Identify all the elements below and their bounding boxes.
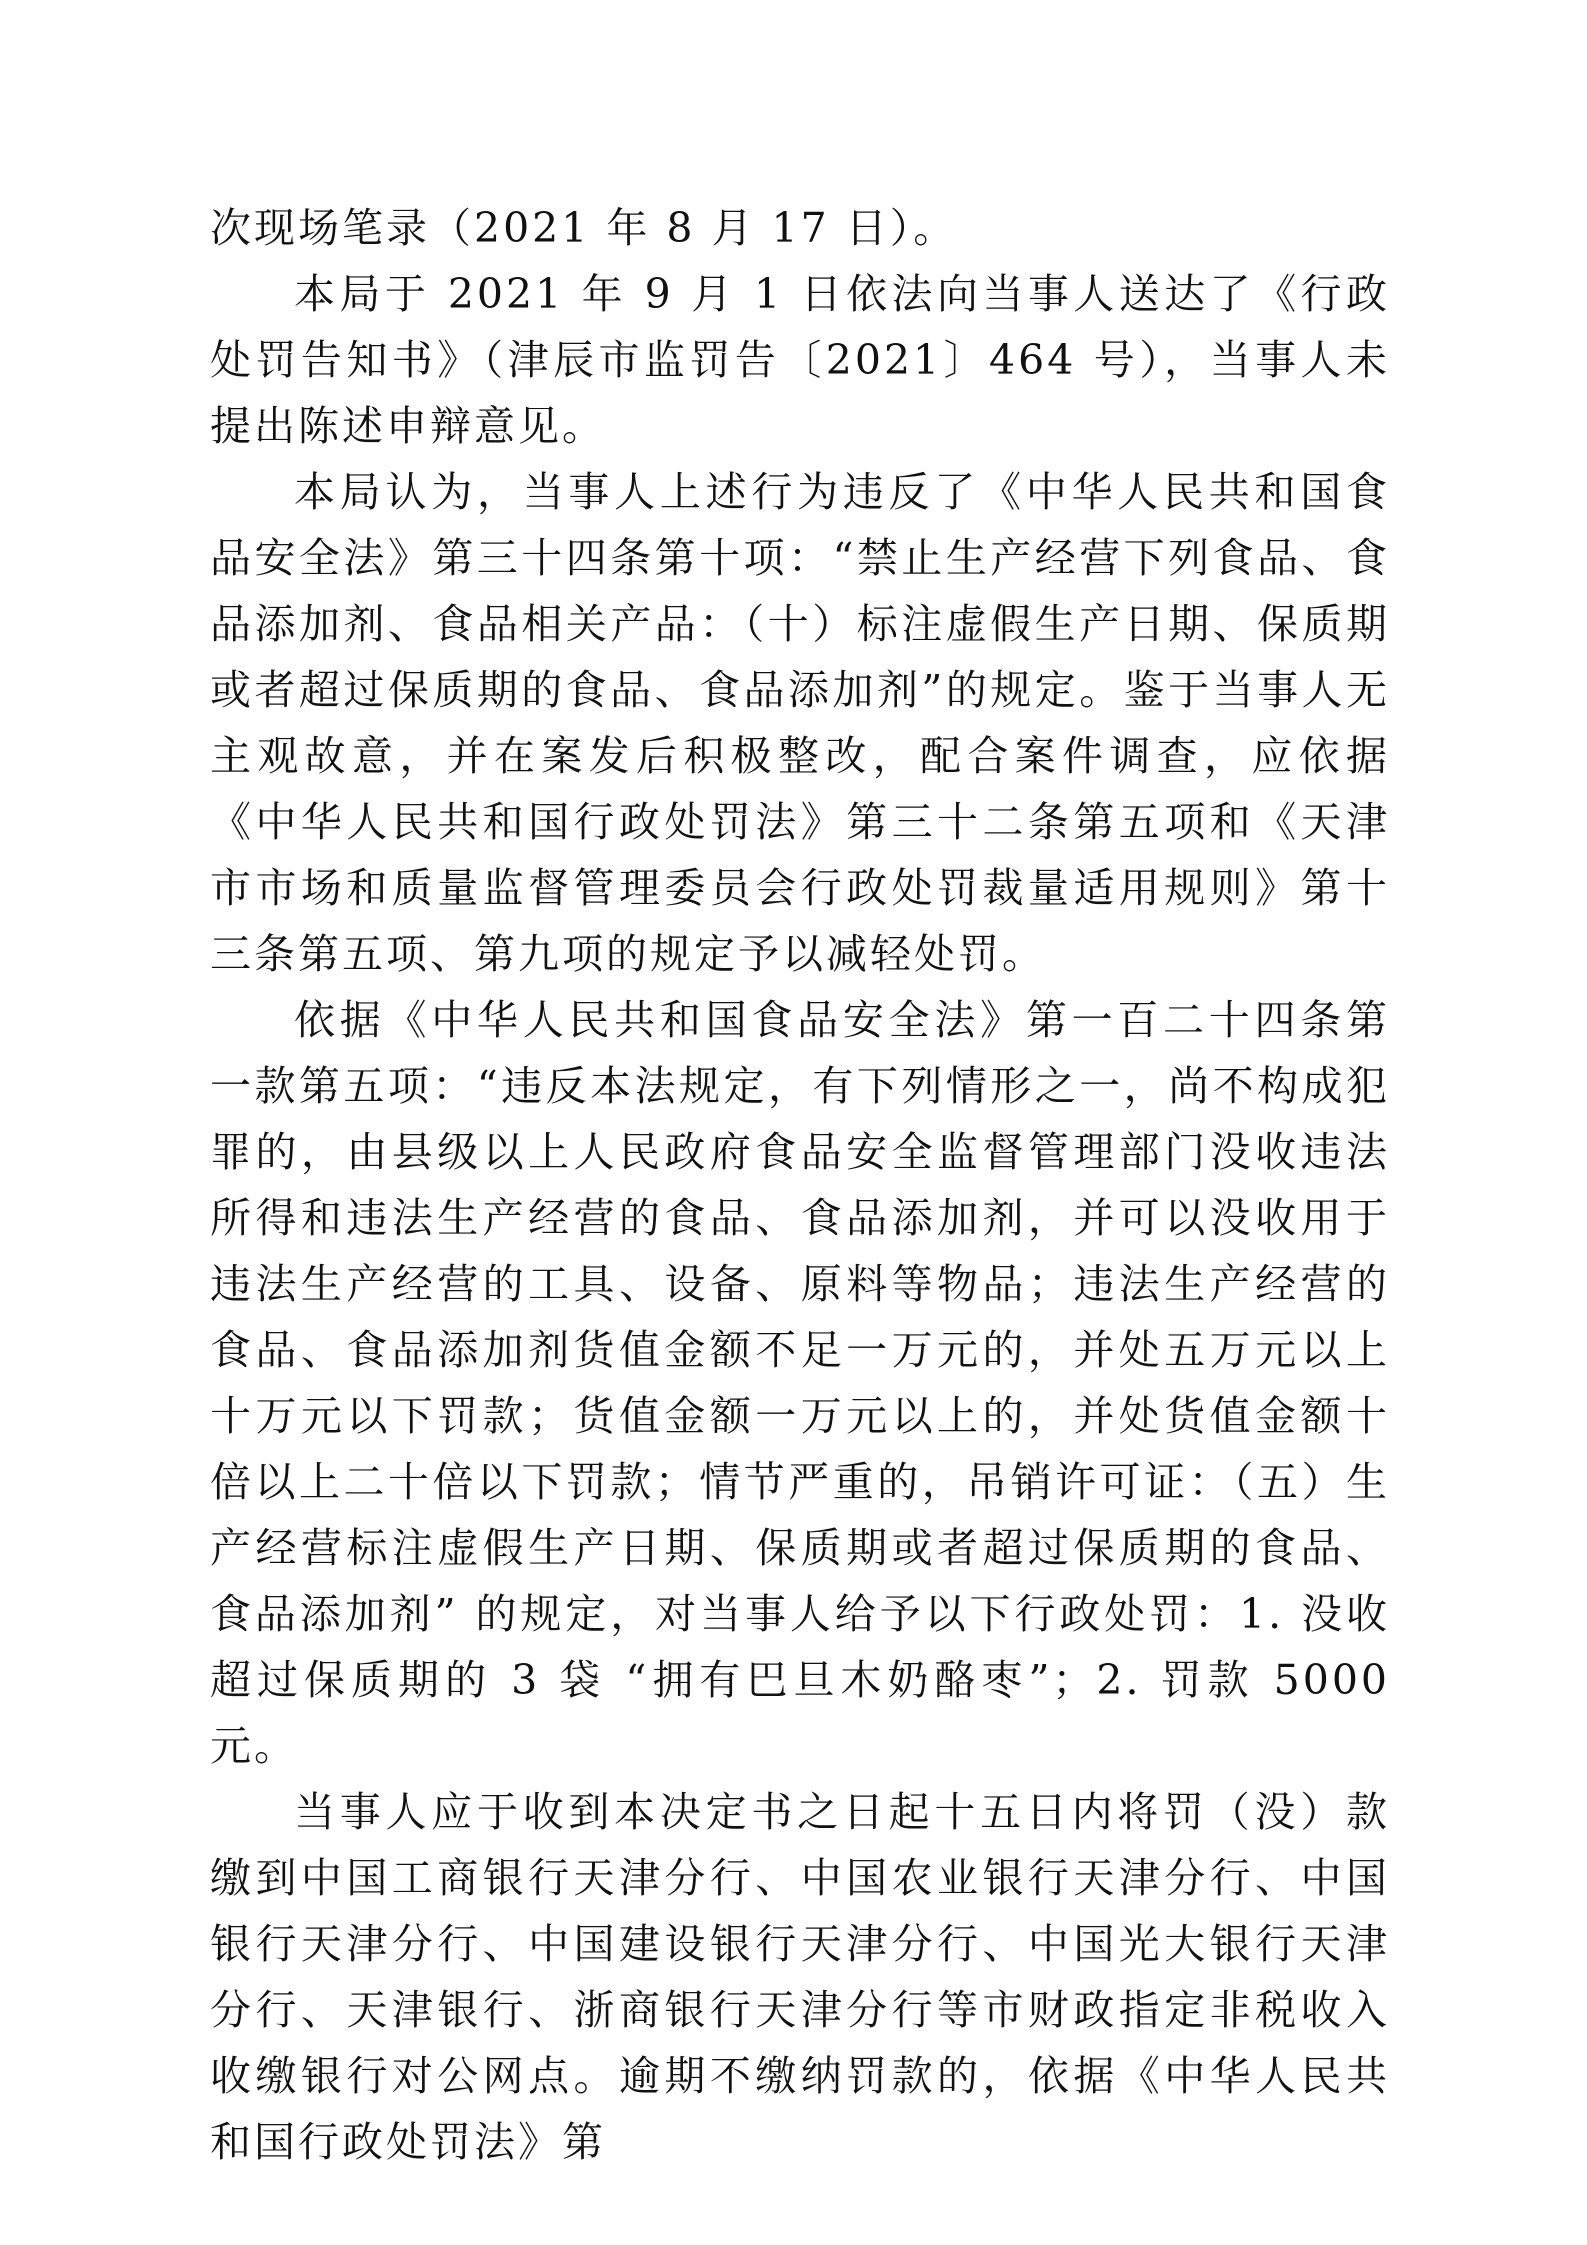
document-body: [210, 195, 1390, 2175]
paragraph-site-record: 次现场笔录（2021 年 8 月 17 日）。: [210, 204, 958, 252]
paragraph-penalty-decision: 依据《中华人民共和国食品安全法》第一百二十四条第一款第五项：“违反本法规定，有下列情形之一，尚不构成犯罪的，由县级以上人民政府食品安全监督管理部门没收违法所得和违法生产经营的食品、食品添加剂，并可以没收用于违法生产经营的工具、设备、原料等物品；违法生产经营的食品、食品添加剂货值金额不足一万元的，并处五万元以上十万元以下罚款；货值金额一万元以上的，并处货值金额十倍以上二十倍以下罚款；情节严重的，吊销许可证：（五）生产经营标注虚假生产日期、保质期或者超过保质期的食品、食品添加剂” 的规定，对当事人给予以下行政处罚：1. 没收超过保质期的 3 袋 “拥有巴旦木奶酪枣”；2. 罚款 5000 元。: [210, 996, 1390, 1770]
paragraph-payment-instructions: 当事人应于收到本决定书之日起十五日内将罚（没）款缴到中国工商银行天津分行、中国农业银行天津分行、中国银行天津分行、中国建设银行天津分行、中国光大银行天津分行、天津银行、浙商银行天津分行等市财政指定非税收入收缴银行对公网点。逾期不缴纳罚款的，依据《中华人民共和国行政处罚法》第: [210, 1788, 1390, 2166]
paragraph-violation-finding: 本局认为，当事人上述行为违反了《中华人民共和国食品安全法》第三十四条第十项：“禁止生产经营下列食品、食品添加剂、食品相关产品：（十）标注虚假生产日期、保质期或者超过保质期的食品、食品添加剂”的规定。鉴于当事人无主观故意，并在案发后积极整改，配合案件调查，应依据《中华人民共和国行政处罚法》第三十二条第五项和《天津市市场和质量监督管理委员会行政处罚裁量适用规则》第十三条第五项、第九项的规定予以减轻处罚。: [210, 468, 1390, 978]
paragraph-notice-delivery: 本局于 2021 年 9 月 1 日依法向当事人送达了《行政处罚告知书》（津辰市监罚告〔2021〕464 号），当事人未提出陈述申辩意见。: [210, 270, 1390, 450]
